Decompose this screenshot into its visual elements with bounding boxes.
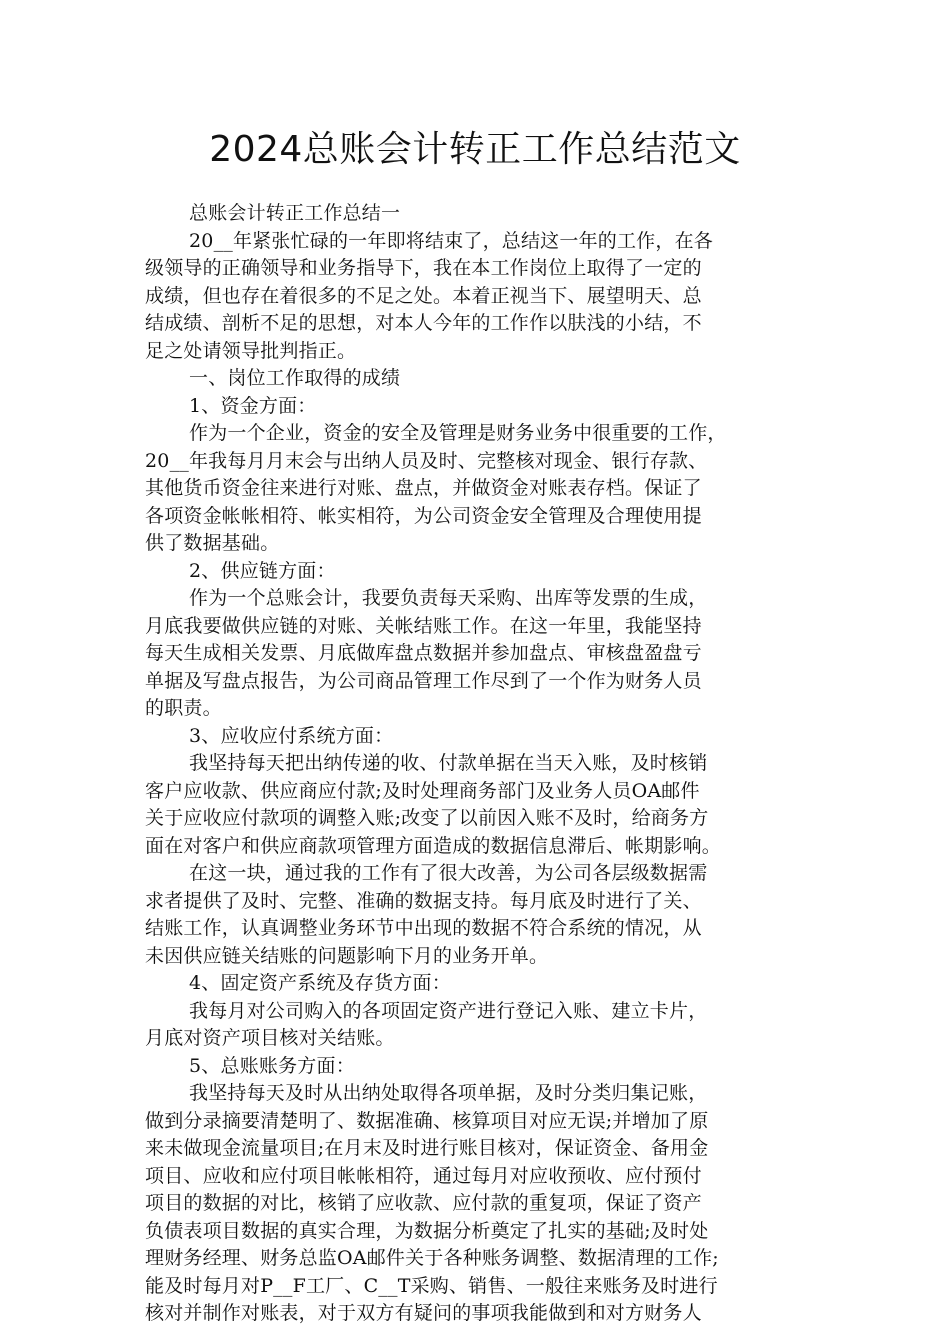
text-line: 我坚持每天及时从出纳处取得各项单据，及时分类归集记账，: [189, 1082, 708, 1104]
text-line: 供了数据基础。: [145, 532, 280, 554]
document-body: [145, 200, 815, 1328]
text-line: 2、供应链方面：: [189, 559, 336, 582]
text-line: 其他货币资金往来进行对账、盘点，并做资金对账表存档。保证了: [145, 477, 702, 499]
text-line: 总账会计转正工作总结一: [189, 202, 401, 224]
text-line: 20__年紧张忙碌的一年即将结束了，总结这一年的工作，在各: [189, 229, 713, 252]
text-line: 关于应收应付款项的调整入账;改变了以前因入账不及时，给商务方: [145, 807, 709, 829]
text-line: 我坚持每天把出纳传递的收、付款单据在当天入账，及时核销: [189, 752, 708, 774]
text-line: 未因供应链关结账的问题影响下月的业务开单。: [145, 944, 549, 967]
text-line: 级领导的正确领导和业务指导下，我在本工作岗位上取得了一定的: [145, 257, 702, 279]
text-line: 客户应收款、供应商应付款;及时处理商务部门及业务人员OA邮件: [145, 779, 700, 802]
document-title: 2024总账会计转正工作总结范文: [209, 129, 741, 170]
text-line: 月底我要做供应链的对账、关帐结账工作。在这一年里，我能坚持: [145, 614, 702, 637]
text-line: 的职责。: [145, 697, 222, 719]
text-line: 求者提供了及时、完整、准确的数据支持。每月底及时进行了关、: [145, 889, 702, 912]
text-line: 一、岗位工作取得的成绩: [189, 367, 401, 389]
text-line: 各项资金帐帐相符、帐实相符，为公司资金安全管理及合理使用提: [145, 504, 702, 527]
text-line: 月底对资产项目核对关结账。: [145, 1027, 395, 1049]
text-line: 足之处请领导批判指正。: [145, 339, 357, 362]
text-line: 我每月对公司购入的各项固定资产进行登记入账、建立卡片，: [189, 999, 708, 1022]
text-line: 3、应收应付系统方面：: [189, 724, 394, 747]
text-line: 单据及写盘点报告，为公司商品管理工作尽到了一个作为财务人员: [145, 669, 702, 692]
text-line: 面在对客户和供应商款项管理方面造成的数据信息滞后、帐期影响。: [145, 834, 722, 857]
text-line: 来未做现金流量项目;在月末及时进行账目核对，保证资金、备用金: [145, 1137, 709, 1159]
text-line: 1、资金方面：: [189, 394, 317, 417]
text-line: 5、总账账务方面：: [189, 1054, 355, 1077]
text-line: 结成绩、剖析不足的思想，对本人今年的工作作以肤浅的小结，不: [145, 312, 702, 334]
text-line: 做到分录摘要清楚明了、数据准确、核算项目对应无误;并增加了原: [145, 1109, 709, 1132]
text-line: 20__年我每月月末会与出纳人员及时、完整核对现金、银行存款、: [145, 449, 708, 472]
text-line: 能及时每月对P__F工厂、C__T采购、销售、一般往来账务及时进行: [145, 1274, 718, 1297]
text-line: 核对并制作对账表，对于双方有疑问的事项我能做到和对方财务人: [145, 1302, 702, 1324]
text-line: 理财务经理、财务总监OA邮件关于各种账务调整、数据清理的工作;: [145, 1247, 719, 1269]
text-line: 结账工作，认真调整业务环节中出现的数据不符合系统的情况，从: [145, 917, 702, 939]
text-line: 4、固定资产系统及存货方面：: [189, 972, 451, 994]
text-line: 作为一个企业，资金的安全及管理是财务业务中很重要的工作，: [189, 422, 727, 444]
text-line: 每天生成相关发票、月底做库盘点数据并参加盘点、审核盘盈盘亏: [145, 642, 702, 664]
text-line: 项目的数据的对比，核销了应收款、应付款的重复项，保证了资产: [145, 1192, 702, 1214]
text-line: 在这一块，通过我的工作有了很大改善，为公司各层级数据需: [189, 862, 708, 884]
text-line: 作为一个总账会计，我要负责每天采购、出库等发票的生成，: [189, 587, 708, 609]
text-line: 负债表项目数据的真实合理，为数据分析奠定了扎实的基础;及时处: [145, 1219, 709, 1242]
text-line: 成绩，但也存在着很多的不足之处。本着正视当下、展望明天、总: [145, 284, 702, 307]
text-line: 项目、应收和应付项目帐帐相符，通过每月对应收预收、应付预付: [145, 1164, 702, 1187]
